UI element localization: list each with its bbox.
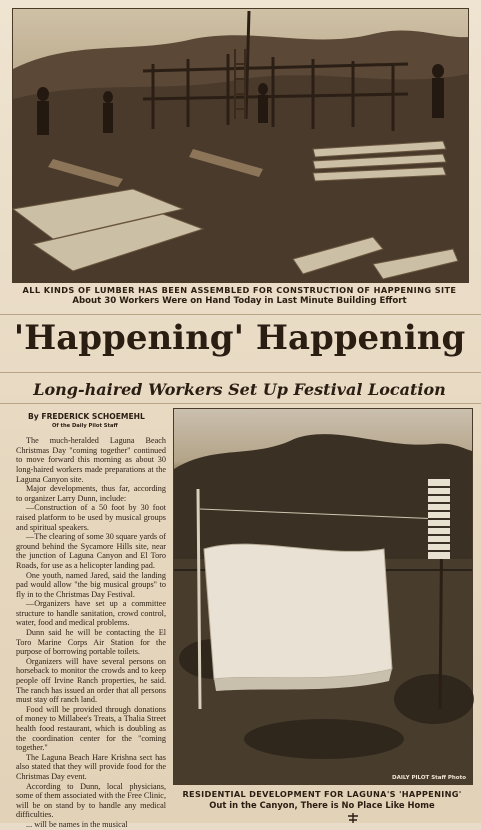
byline: By FREDERICK SCHOEMEHL bbox=[28, 412, 145, 421]
article-paragraph: —Construction of a 50 foot by 30 foot raised platform to be used by musical groups and spiritual speakers. bbox=[16, 503, 166, 532]
lumber-construction-photo bbox=[12, 8, 469, 283]
divider bbox=[0, 314, 481, 315]
residential-development-photo bbox=[173, 408, 473, 785]
article-paragraph: —The clearing of some 30 square yards of ground behind the Sycamore Hills site, near the junction of Laguna Canyon and El Toro Roads, for use as a helicopter landing pad. bbox=[16, 532, 166, 570]
top-photo-caption-sub: About 30 Workers Were on Hand Today in Last Minute Building Effort bbox=[72, 296, 407, 306]
article-paragraph: According to Dunn, local physicians, some of them associated with the Free Clinic, will be on stand by to handle any medical difficulties. bbox=[16, 781, 166, 820]
article-paragraph: One youth, named Jared, said the landing pad would allow "the big musical groups" to fly in to the Christmas Day Festival. bbox=[16, 570, 166, 599]
article-paragraph: Dunn said he will be contacting the El Toro Marine Corps Air Station for the purpose of borrowing portable toilets. bbox=[16, 628, 166, 657]
article-paragraph: The much-heralded Laguna Beach Christmas Day "coming together" continued to move forward this morning as about 30 long-haired workers made preparations at the Laguna Canyon site. bbox=[16, 436, 166, 484]
lumber-photo-drawing bbox=[13, 9, 468, 282]
byline-sub: Of the Daily Pilot Staff bbox=[52, 422, 118, 429]
article-paragraph: Food will be provided through donations of money to Millabee's Treats, a Thalia Street health food restaurant, which is doubling as the coordination center for the "coming together." bbox=[16, 704, 166, 753]
article-paragraph: Major developments, thus far, according to organizer Larry Dunn, include: bbox=[16, 484, 166, 503]
article-body bbox=[16, 412, 166, 829]
ornament-icon bbox=[346, 813, 360, 823]
article-paragraph: Organizers will have several persons on horseback to monitor the crowds and to keep people off Irvine Ranch properties, he said. The ranch has issued an order that all persons must stay off ranch land. bbox=[16, 656, 166, 705]
article-paragraph: —Organizers have set up a committee structure to handle sanitation, crowd control, water, food and medical problems. bbox=[16, 599, 166, 628]
divider bbox=[0, 372, 481, 373]
subheadline: Long-haired Workers Set Up Festival Location bbox=[33, 380, 446, 399]
main-headline: 'Happening' Happening bbox=[13, 318, 466, 358]
divider bbox=[0, 403, 481, 404]
top-photo-caption-headline: ALL KINDS OF LUMBER HAS BEEN ASSEMBLED FOR CONSTRUCTION OF HAPPENING SITE bbox=[22, 285, 457, 295]
article-paragraph: The Laguna Beach Hare Krishna sect has also stated that they will provide food for the Christmas Day event. bbox=[16, 752, 166, 781]
bottom-photo-caption-sub: Out in the Canyon, There is No Place Like Home bbox=[209, 800, 435, 810]
article-paragraph: ... will be names in the musical bbox=[26, 819, 128, 829]
photo-credit: DAILY PILOT Staff Photo bbox=[392, 775, 466, 781]
bottom-photo-caption-headline: RESIDENTIAL DEVELOPMENT FOR LAGUNA'S 'HAPPENING' bbox=[182, 789, 462, 799]
tent-photo-drawing bbox=[174, 409, 472, 784]
